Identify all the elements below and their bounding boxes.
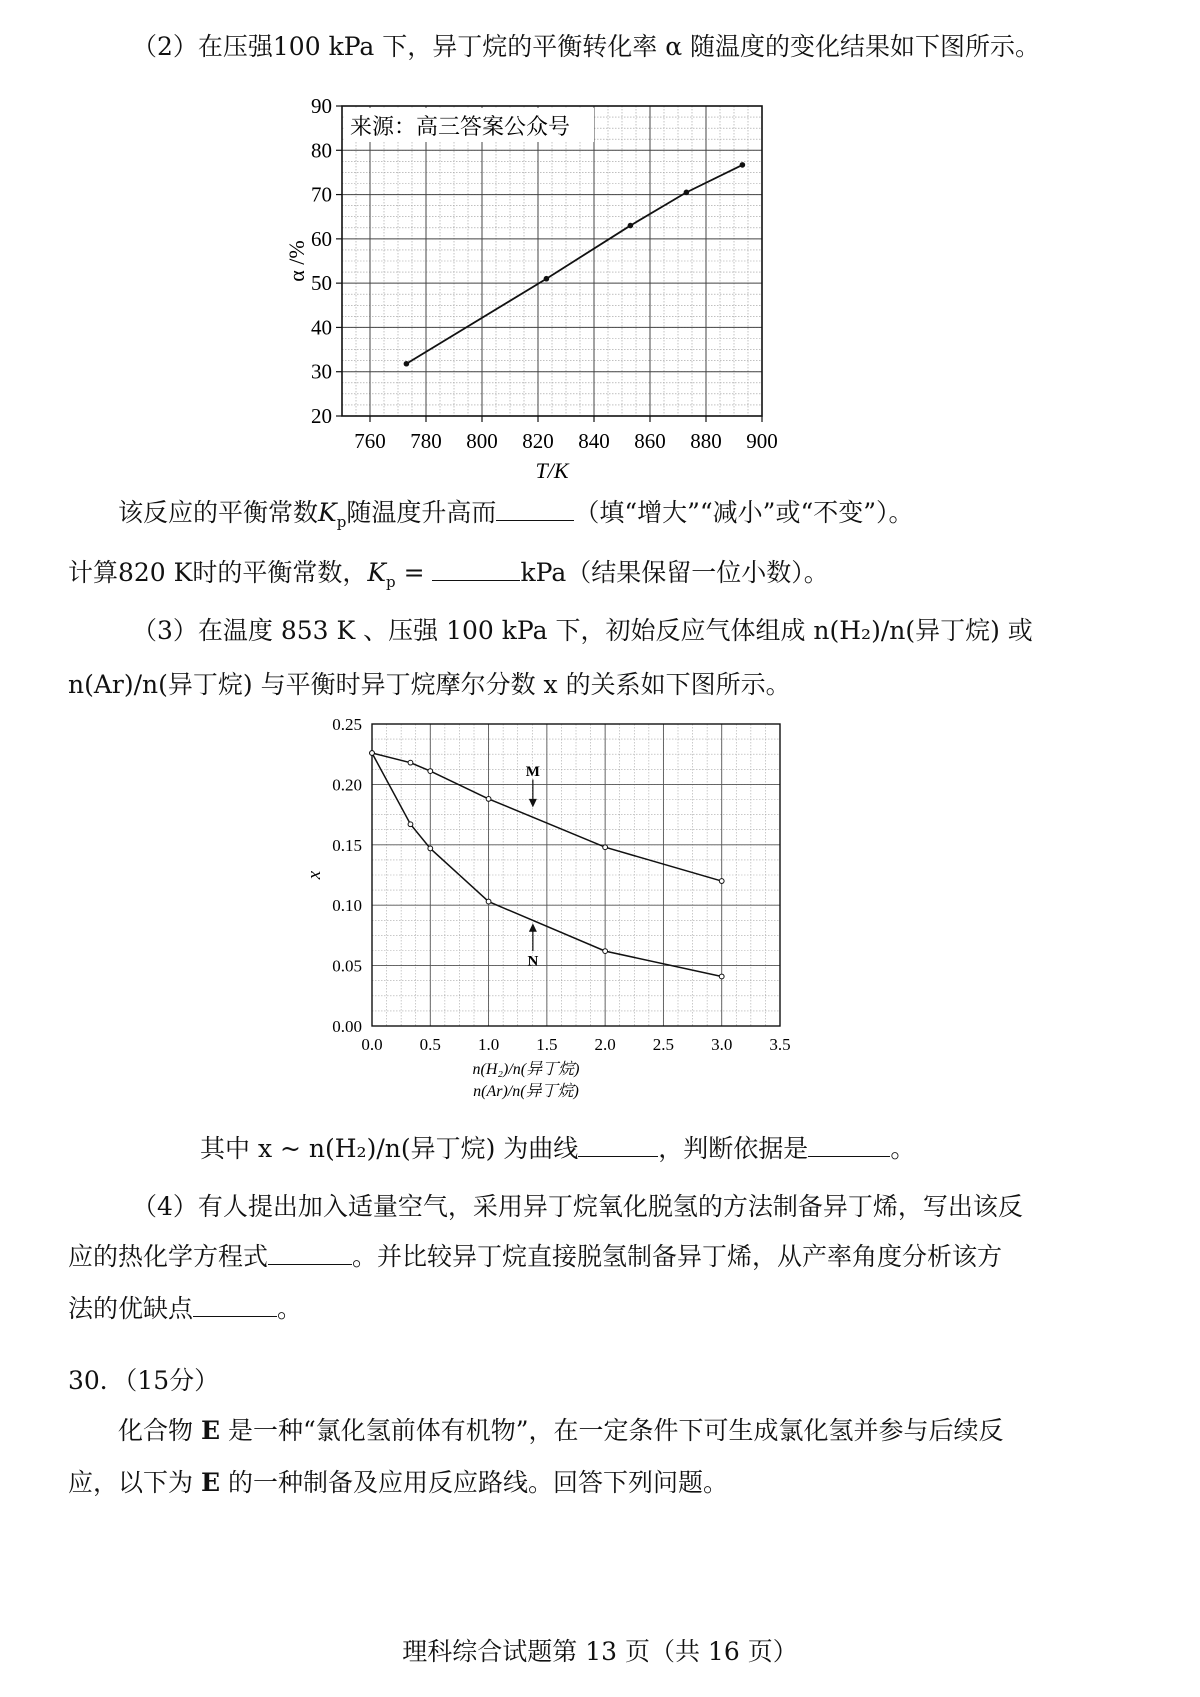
y-axis-label: x <box>304 870 325 880</box>
x-tick-label: 0.0 <box>361 1035 383 1054</box>
q30-line1: 化合物 E 是一种“氯化氢前体有机物”，在一定条件下可生成氯化氢并参与后续反 <box>118 1416 1004 1445</box>
x-tick-label: 2.5 <box>652 1035 675 1054</box>
curve-label-M: M <box>525 763 540 780</box>
q4-line1: （4）有人提出加入适量空气，采用异丁烷氧化脱氢的方法制备异丁烯，写出该反 <box>132 1192 1023 1221</box>
y-tick-label: 80 <box>311 138 332 163</box>
data-point <box>486 899 491 904</box>
page-footer: 理科综合试题第 13 页（共 16 页） <box>402 1637 798 1666</box>
y-tick-label: 0.10 <box>332 896 362 916</box>
data-point <box>370 751 375 756</box>
answer-blank[interactable] <box>432 558 520 581</box>
x-tick-label: 800 <box>466 429 498 453</box>
y-tick-label: 60 <box>311 226 332 251</box>
watermark-text: 来源：高三答案公众号 <box>350 114 571 139</box>
y-tick-label: 0.25 <box>332 715 362 734</box>
data-point <box>486 796 491 801</box>
x-axis-label: n(Ar)/n(异丁烷) <box>473 1083 579 1100</box>
kp-question-line1: 该反应的平衡常数$K_p$随温度升高而 （填“增大”“减小”或“不变”）。 <box>118 498 914 531</box>
answer-blank[interactable] <box>496 498 574 521</box>
x-vs-ratio-chart <box>300 712 820 1112</box>
x-tick-label: 2.0 <box>594 1035 616 1054</box>
answer-blank[interactable] <box>578 1134 658 1157</box>
y-tick-label: 70 <box>311 182 332 207</box>
x-axis-label: n(H₂)/n(异丁烷) <box>472 1061 580 1078</box>
data-point <box>408 760 413 765</box>
x-tick-label: 820 <box>522 429 554 453</box>
data-point <box>428 769 433 774</box>
y-tick-label: 20 <box>311 404 332 428</box>
x-tick-label: 900 <box>746 429 778 453</box>
curve-label-N: N <box>527 953 539 970</box>
y-tick-label: 0.00 <box>332 1017 362 1036</box>
data-point <box>719 879 724 884</box>
q30-line2: 应，以下为 E 的一种制备及应用反应路线。回答下列问题。 <box>68 1468 728 1497</box>
answer-blank[interactable] <box>193 1294 277 1317</box>
answer-blank[interactable] <box>808 1134 890 1157</box>
y-tick-label: 50 <box>311 271 332 296</box>
alpha-vs-temperature-chart <box>284 92 810 483</box>
q3-line1: （3）在温度 853 K 、压强 100 kPa 下，初始反应气体组成 n(H₂)/n(异丁烷) 或 <box>132 616 1033 645</box>
arrow-M-head <box>529 799 537 807</box>
x-tick-label: 780 <box>410 429 442 453</box>
answer-blank[interactable] <box>268 1242 352 1265</box>
data-point <box>408 822 413 827</box>
y-tick-label: 0.05 <box>332 956 362 976</box>
y-tick-label: 0.20 <box>332 775 362 795</box>
data-point <box>404 361 410 367</box>
data-point <box>628 223 634 229</box>
y-tick-label: 0.15 <box>332 835 362 855</box>
data-point <box>544 276 550 282</box>
x-tick-label: 3.5 <box>769 1035 791 1054</box>
y-axis-label: α /% <box>284 240 309 282</box>
x-tick-label: 860 <box>634 429 666 453</box>
q2-intro: （2）在压强100 kPa 下，异丁烷的平衡转化率 α 随温度的变化结果如下图所示。 <box>132 32 1041 61</box>
y-tick-label: 90 <box>311 94 332 118</box>
q3-line2: n(Ar)/n(异丁烷) 与平衡时异丁烷摩尔分数 x 的关系如下图所示。 <box>68 670 791 699</box>
arrow-N-head <box>529 923 537 931</box>
x-tick-label: 1.0 <box>477 1035 500 1054</box>
x-tick-label: 0.5 <box>419 1035 441 1054</box>
q4-line3: 法的优缺点 。 <box>68 1294 303 1323</box>
y-tick-label: 30 <box>311 359 332 384</box>
data-point <box>603 949 608 954</box>
data-point <box>684 190 690 196</box>
q3-answer-line: 其中 x ~ n(H₂)/n(异丁烷) 为曲线 ，判断依据是 。 <box>200 1134 916 1163</box>
x-tick-label: 880 <box>690 429 722 453</box>
data-point <box>740 162 746 168</box>
x-axis-label: T/K <box>535 458 569 483</box>
kp-question-line2: 计算820 K时的平衡常数，$K_p = kPa$（结果保留一位小数）。 <box>68 558 829 591</box>
x-tick-label: 3.0 <box>711 1035 733 1054</box>
data-point <box>428 846 433 851</box>
data-point <box>603 845 608 850</box>
x-tick-label: 840 <box>578 429 610 453</box>
q30-header: 30．（15分） <box>68 1366 220 1395</box>
data-point <box>719 974 724 979</box>
x-tick-label: 1.5 <box>536 1035 558 1054</box>
y-tick-label: 40 <box>311 315 332 340</box>
x-tick-label: 760 <box>354 429 386 453</box>
q4-line2: 应的热化学方程式 。并比较异丁烷直接脱氢制备异丁烯，从产率角度分析该方 <box>68 1242 1003 1271</box>
